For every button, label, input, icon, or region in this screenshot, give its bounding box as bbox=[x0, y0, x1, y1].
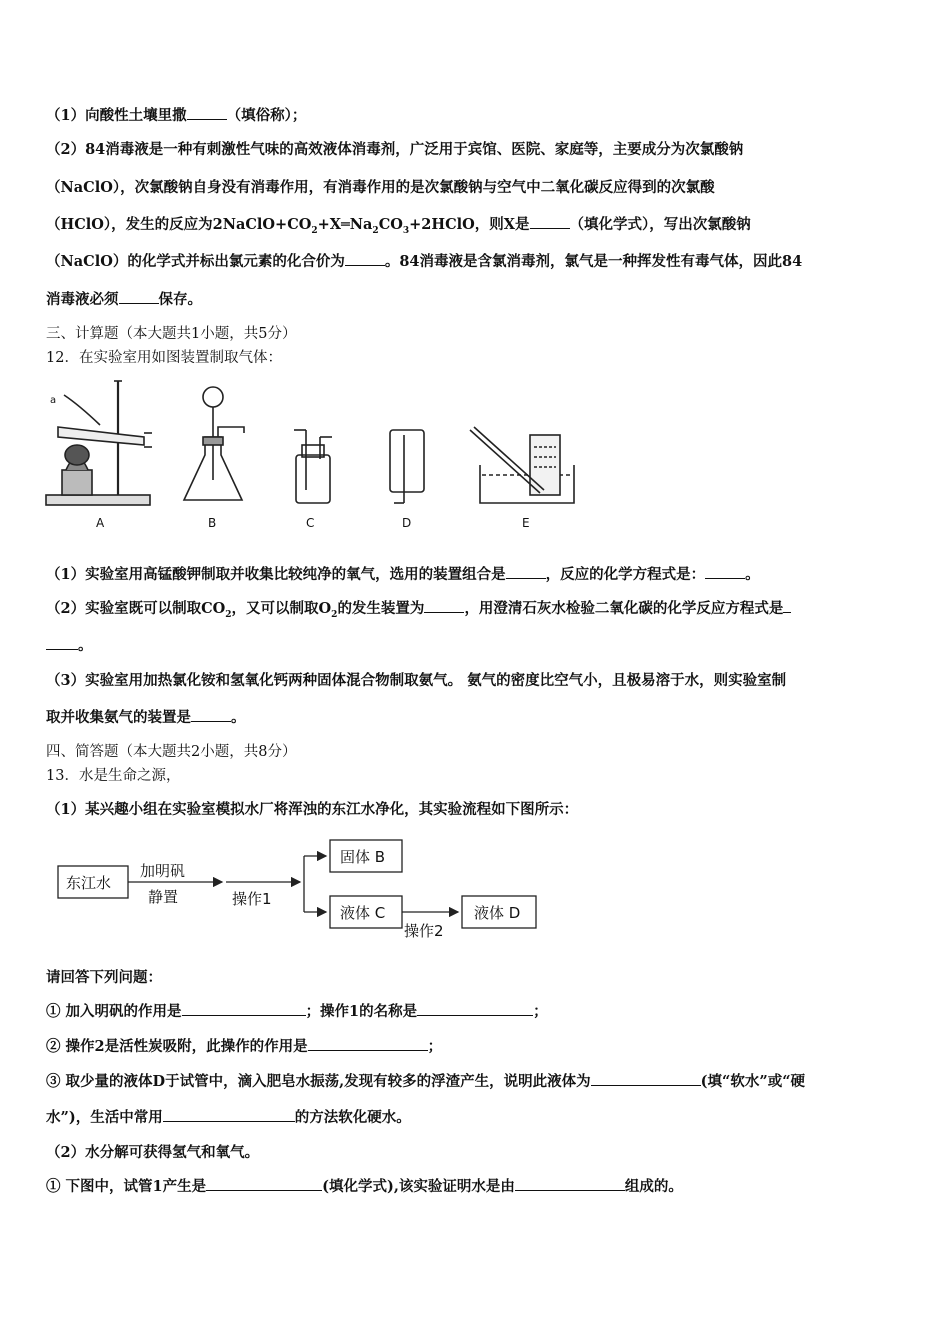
q13-a3-line-1: ③ 取少量的液体D于试管中，滴入肥皂水振荡,发现有较多的浮渣产生，说明此液体为 (填“软水”或“硬 bbox=[46, 1073, 806, 1090]
q2-line-2: （NaClO），次氯酸钠自身没有消毒作用，有消毒作用的是次氯酸钠与空气中二氧化碳反应得到的次氯酸 bbox=[46, 179, 715, 196]
q12-s3-blank[interactable] bbox=[191, 708, 231, 722]
q13-a1: ① 加入明矾的作用是 ；操作1的名称是 ； bbox=[46, 1003, 548, 1020]
q13-s2: （2）水分解可获得氢气和氧气。 bbox=[46, 1144, 260, 1161]
q1-line: （1）向酸性土壤里撒 （填俗称）； bbox=[46, 107, 307, 124]
q2-blank-x[interactable] bbox=[530, 215, 570, 229]
purification-flowchart bbox=[50, 836, 550, 944]
flow-solid-b: 固体 B bbox=[340, 848, 386, 866]
label-b: B bbox=[208, 516, 217, 530]
q13-s1: （1）某兴趣小组在实验室模拟水厂将浑浊的东江水净化，其实验流程如下图所示： bbox=[46, 801, 579, 818]
q1-blank[interactable] bbox=[187, 106, 227, 120]
section3-heading: 三、计算题（本大题共1小题，共5分） bbox=[46, 326, 297, 342]
apparatus-figure bbox=[44, 375, 580, 533]
q12-s3-line-2: 取并收集氨气的装置是 。 bbox=[46, 709, 246, 726]
q12-stem: 12．在实验室用如图装置制取气体： bbox=[46, 350, 282, 366]
flow-step1-top: 加明矾 bbox=[140, 862, 186, 880]
q13-a3-blank-1[interactable] bbox=[591, 1072, 701, 1086]
q12-s2-blank-2b[interactable] bbox=[46, 636, 78, 650]
flow-op1: 操作1 bbox=[232, 890, 272, 908]
q13-a1-blank-1[interactable] bbox=[182, 1002, 306, 1016]
q13-a2: ② 操作2是活性炭吸附，此操作的作用是 ； bbox=[46, 1038, 443, 1055]
flow-liquid-c: 液体 C bbox=[340, 904, 386, 922]
q13-b1-blank-1[interactable] bbox=[206, 1177, 322, 1191]
label-d: D bbox=[402, 516, 412, 530]
q12-s3-line-1: （3）实验室用加热氯化铵和氢氧化钙两种固体混合物制取氨气。 氨气的密度比空气小，且极易溶于水，则实验室制 bbox=[46, 672, 787, 689]
q13-b1: ① 下图中，试管1产生是 (填化学式),该实验证明水是由 组成的。 bbox=[46, 1178, 683, 1195]
q12-s2-blank-1[interactable] bbox=[424, 599, 464, 613]
q13-a3-blank-2[interactable] bbox=[163, 1108, 295, 1122]
q13-a1-blank-2[interactable] bbox=[417, 1002, 533, 1016]
label-a-small: a bbox=[50, 395, 57, 406]
q13-prompt: 请回答下列问题： bbox=[46, 969, 162, 986]
q12-s2-line-1: （2）实验室既可以制取$CO_2$，又可以制取$O_2$的发生装置为 ，用澄清石灰水检验二氧化碳的化学反应方程式是 bbox=[46, 597, 791, 620]
q13-a2-blank[interactable] bbox=[308, 1037, 428, 1051]
label-a: A bbox=[96, 516, 105, 530]
q12-s1-blank-1[interactable] bbox=[506, 565, 546, 579]
q2-line-3: （HClO），发生的反应为$2NaClO+CO_2+X═Na_2CO_3+2HClO$，则X是 （填化学式），写出次氯酸钠 bbox=[46, 216, 751, 236]
flow-liquid-d: 液体 D bbox=[474, 904, 521, 922]
q12-s1: （1）实验室用高锰酸钾制取并收集比较纯净的氧气，选用的装置组合是 ，反应的化学方程式是： 。 bbox=[46, 566, 760, 583]
q13-a3-line-2: 水”)，生活中常用 的方法软化硬水。 bbox=[46, 1109, 411, 1126]
label-e: E bbox=[522, 516, 530, 530]
flow-step1-bottom: 静置 bbox=[148, 888, 179, 906]
flow-start-text: 东江水 bbox=[66, 874, 112, 892]
q2-blank-valence[interactable] bbox=[345, 252, 385, 266]
q12-s2-line-2: 。 bbox=[46, 634, 93, 655]
q2-line-5: 消毒液必须 保存。 bbox=[46, 291, 202, 308]
q12-s2-blank-2a[interactable] bbox=[783, 599, 791, 613]
q13-stem: 13．水是生命之源， bbox=[46, 768, 181, 784]
label-c: C bbox=[306, 516, 315, 530]
section4-heading: 四、简答题（本大题共2小题，共8分） bbox=[46, 744, 297, 760]
flow-op2: 操作2 bbox=[404, 922, 444, 940]
q2-line-4: （NaClO）的化学式并标出氯元素的化合价为 。84消毒液是含氯消毒剂，氯气是一种挥发性有毒气体，因此84 bbox=[46, 253, 803, 270]
q2-blank-storage[interactable] bbox=[119, 290, 159, 304]
q13-b1-blank-2[interactable] bbox=[515, 1177, 625, 1191]
q2-line-1: （2）84消毒液是一种有刺激性气味的高效液体消毒剂，广泛用于宾馆、医院、家庭等，主要成分为次氯酸钠 bbox=[46, 141, 744, 158]
q12-s1-blank-2[interactable] bbox=[705, 565, 745, 579]
